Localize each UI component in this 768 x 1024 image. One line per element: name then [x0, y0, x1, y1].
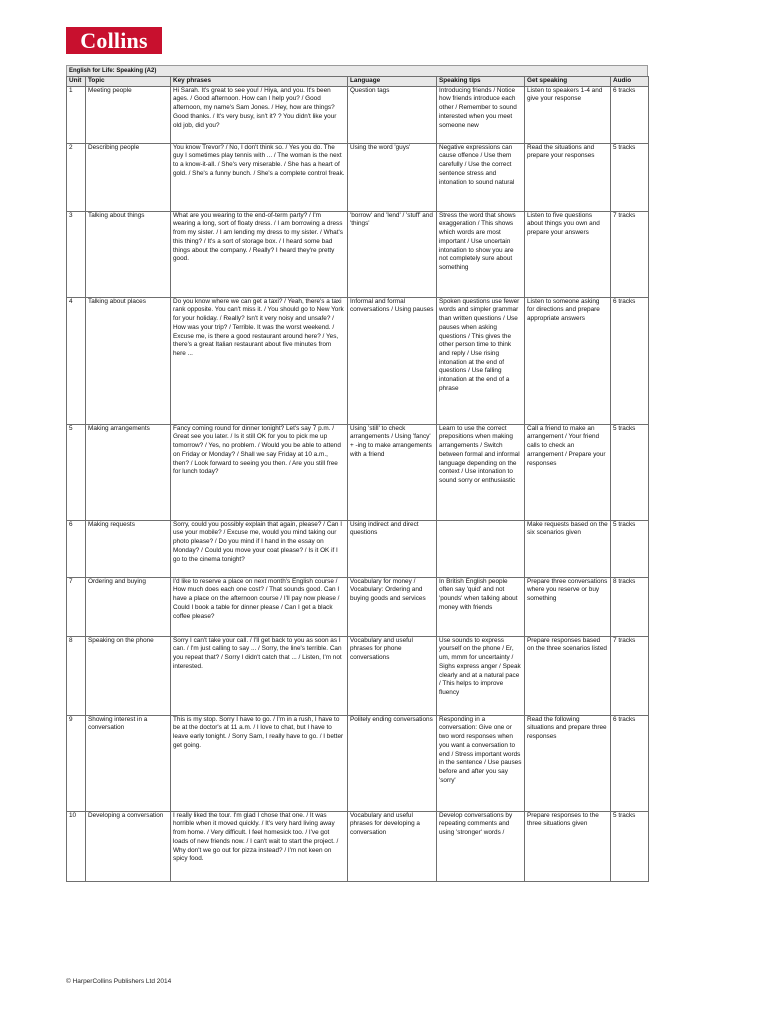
- cell-language: Vocabulary and useful phrases for developing a conversation: [348, 811, 437, 881]
- cell-language: Using indirect and direct questions: [348, 520, 437, 577]
- cell-language: Using 'still' to check arrangements / Using 'fancy' + -ing to make arrangements with a friend: [348, 424, 437, 520]
- cell-unit: 5: [67, 424, 86, 520]
- cell-audio: 5 tracks: [611, 811, 649, 881]
- cell-unit: 10: [67, 811, 86, 881]
- cell-speaking-tips: Stress the word that shows exaggeration / This shows which words are most important / Use uncertain intonation to show you are not completely sure about something: [437, 211, 525, 297]
- cell-audio: 5 tracks: [611, 520, 649, 577]
- table-row: [67, 811, 649, 881]
- cell-get-speaking: Prepare three conversations where you reserve or buy something: [525, 577, 611, 636]
- cell-topic: Making requests: [86, 520, 171, 577]
- cell-speaking-tips: Use sounds to express yourself on the phone / Er, um, mmm for uncertainty / Sighs express anger / Speak clearly and at a natural pace / This helps to improve fluency: [437, 636, 525, 715]
- cell-speaking-tips: Spoken questions use fewer words and simpler grammar than written questions / Use pauses when asking questions / This gives the other person time to think and reply / Use rising intonation at the end of questions / Use falling intonation at the end of a phrase: [437, 297, 525, 424]
- cell-speaking-tips: Introducing friends / Notice how friends introduce each other / Remember to sound interested when you meet someone new: [437, 86, 525, 143]
- units-table-wrapper: [66, 65, 648, 882]
- cell-audio: 5 tracks: [611, 143, 649, 211]
- cell-get-speaking: Listen to speakers 1-4 and give your response: [525, 86, 611, 143]
- header-speaking-tips: Speaking tips: [437, 77, 525, 87]
- table-row: [67, 636, 649, 715]
- cell-unit: 8: [67, 636, 86, 715]
- header-unit: Unit: [67, 77, 86, 87]
- table-row: [67, 86, 649, 143]
- cell-speaking-tips: In British English people often say 'quid' and not 'pounds' when talking about money with friends: [437, 577, 525, 636]
- cell-key-phrases: You know Trevor? / No, I don't think so. / Yes you do. The guy I sometimes play tennis with ... / The woman is the next to a know-it-all. / She's very miserable. / She has a heart of gold. / She's a funny bunch. / She's a complete control freak.: [171, 143, 348, 211]
- collins-logo: Collins: [66, 27, 162, 54]
- cell-key-phrases: Sorry I can't take your call. / I'll get back to you as soon as I can. / I'm just calling to say ... / Sorry, the line's terrible. Can you repeat that? / Sorry I didn't catch that ... / Listen, I'm not interested.: [171, 636, 348, 715]
- cell-audio: 6 tracks: [611, 297, 649, 424]
- table-header-row: [67, 77, 649, 87]
- cell-topic: Describing people: [86, 143, 171, 211]
- cell-language: Vocabulary and useful phrases for phone conversations: [348, 636, 437, 715]
- cell-topic: Showing interest in a conversation: [86, 715, 171, 811]
- cell-language: Using the word 'guys': [348, 143, 437, 211]
- cell-unit: 7: [67, 577, 86, 636]
- header-topic: Topic: [86, 77, 171, 87]
- cell-key-phrases: Do you know where we can get a taxi? / Yeah, there's a taxi rank opposite. You can't miss it. / You should go to New York for your holiday. / Really? Isn't it very noisy and unsafe? / How was your trip? / Terrible. It was the worst weekend. / Excuse me, is there a good restaurant around here? / Yes, there's a great Italian restaurant about five minutes from here ...: [171, 297, 348, 424]
- cell-get-speaking: Read the following situations and prepare three responses: [525, 715, 611, 811]
- cell-topic: Talking about things: [86, 211, 171, 297]
- cell-get-speaking: Call a friend to make an arrangement / Your friend calls to check an arrangement / Prepare your responses: [525, 424, 611, 520]
- cell-key-phrases: Hi Sarah. It's great to see you! / Hiya, and you. It's been ages. / Good afternoon. How can I help you? / Good afternoon, my name's Sam Jones. / Hey, how are things? Good thanks. / It's very busy, isn't it? ? You didn't like your old job, did you?: [171, 86, 348, 143]
- cell-key-phrases: Sorry, could you possibly explain that again, please? / Can I use your mobile? / Excuse me, would you mind taking our photo please? / Do you mind if I hand in the essay on Monday? / Could you move your coat please? / Is it OK if I go to the cinema tonight?: [171, 520, 348, 577]
- cell-unit: 9: [67, 715, 86, 811]
- table-row: [67, 577, 649, 636]
- cell-speaking-tips: Learn to use the correct prepositions when making arrangements / Switch between formal and informal language depending on the context / Use intonation to sound sorry or enthusiastic: [437, 424, 525, 520]
- cell-audio: 8 tracks: [611, 577, 649, 636]
- header-language: Language: [348, 77, 437, 87]
- cell-unit: 2: [67, 143, 86, 211]
- table-row: [67, 297, 649, 424]
- cell-unit: 4: [67, 297, 86, 424]
- cell-topic: Meeting people: [86, 86, 171, 143]
- cell-audio: 6 tracks: [611, 86, 649, 143]
- header-key-phrases: Key phrases: [171, 77, 348, 87]
- cell-topic: Developing a conversation: [86, 811, 171, 881]
- table-row: [67, 424, 649, 520]
- cell-key-phrases: What are you wearing to the end-of-term party? / I'm wearing a long, sort of floaty dress. / I am borrowing a dress from my sister. / I am lending my dress to my sister. / What's this thing? / It's a sort of storage box. / I heard some bad things about the company. / Really? I heard they're pretty good.: [171, 211, 348, 297]
- cell-get-speaking: Listen to someone asking for directions and prepare appropriate answers: [525, 297, 611, 424]
- cell-unit: 6: [67, 520, 86, 577]
- cell-audio: 5 tracks: [611, 424, 649, 520]
- copyright-footer: © HarperCollins Publishers Ltd 2014: [66, 978, 172, 985]
- cell-unit: 3: [67, 211, 86, 297]
- table-row: [67, 715, 649, 811]
- table-row: [67, 211, 649, 297]
- units-table: [66, 76, 649, 882]
- cell-key-phrases: This is my stop. Sorry I have to go. / I'm in a rush, I have to be at the doctor's at 11 a.m. / I love to chat, but I have to leave early tonight. / Sorry Sam, I really have to go. / I better get going.: [171, 715, 348, 811]
- cell-key-phrases: I really liked the tour. I'm glad I chose that one. / It was horrible when it moved quickly. / It's very hard living away from home. / Very difficult. I feel homesick too. / I've got loads of new friends now. / I can't wait to start the project. / Why don't we go out for pizza instead? / I'm not keen on spicy food.: [171, 811, 348, 881]
- cell-speaking-tips: [437, 520, 525, 577]
- cell-get-speaking: Make requests based on the six scenarios given: [525, 520, 611, 577]
- cell-get-speaking: Read the situations and prepare your responses: [525, 143, 611, 211]
- cell-language: Vocabulary for money / Vocabulary: Ordering and buying goods and services: [348, 577, 437, 636]
- cell-language: Politely ending conversations: [348, 715, 437, 811]
- cell-key-phrases: Fancy coming round for dinner tonight? Let's say 7 p.m. / Great see you later. / Is it still OK for you to pick me up tomorrow? / Yes, no problem. / Would you be able to attend on Friday or Monday? / Shall we say Friday at 10 a.m., then? / Look forward to seeing you then. / Are you still free for lunch today?: [171, 424, 348, 520]
- header-get-speaking: Get speaking: [525, 77, 611, 87]
- cell-audio: 7 tracks: [611, 636, 649, 715]
- cell-get-speaking: Prepare responses to the three situations given: [525, 811, 611, 881]
- cell-language: Informal and formal conversations / Using pauses: [348, 297, 437, 424]
- cell-topic: Making arrangements: [86, 424, 171, 520]
- cell-language: 'borrow' and 'lend' / 'stuff' and 'things': [348, 211, 437, 297]
- cell-speaking-tips: Responding in a conversation: Give one or two word responses when you want a conversation to end / Stress important words in the sentence / Use pauses before and after you say 'sorry': [437, 715, 525, 811]
- cell-audio: 6 tracks: [611, 715, 649, 811]
- cell-topic: Ordering and buying: [86, 577, 171, 636]
- cell-unit: 1: [67, 86, 86, 143]
- cell-topic: Speaking on the phone: [86, 636, 171, 715]
- cell-get-speaking: Listen to five questions about things you own and prepare your answers: [525, 211, 611, 297]
- header-audio: Audio: [611, 77, 649, 87]
- table-row: [67, 143, 649, 211]
- cell-language: Question tags: [348, 86, 437, 143]
- cell-topic: Talking about places: [86, 297, 171, 424]
- cell-speaking-tips: Develop conversations by repeating comments and using 'stronger' words /: [437, 811, 525, 881]
- cell-audio: 7 tracks: [611, 211, 649, 297]
- cell-key-phrases: I'd like to reserve a place on next month's English course / How much does each one cost? / That sounds good. Can I have a place on the afternoon course / I'll pay now please / Could I book a table for dinner please / Can I get a black coffee please?: [171, 577, 348, 636]
- cell-get-speaking: Prepare responses based on the three scenarios listed: [525, 636, 611, 715]
- document-title: English for Life: Speaking (A2): [66, 65, 648, 76]
- table-row: [67, 520, 649, 577]
- cell-speaking-tips: Negative expressions can cause offence / Use them carefully / Use the correct sentence stress and intonation to sound natural: [437, 143, 525, 211]
